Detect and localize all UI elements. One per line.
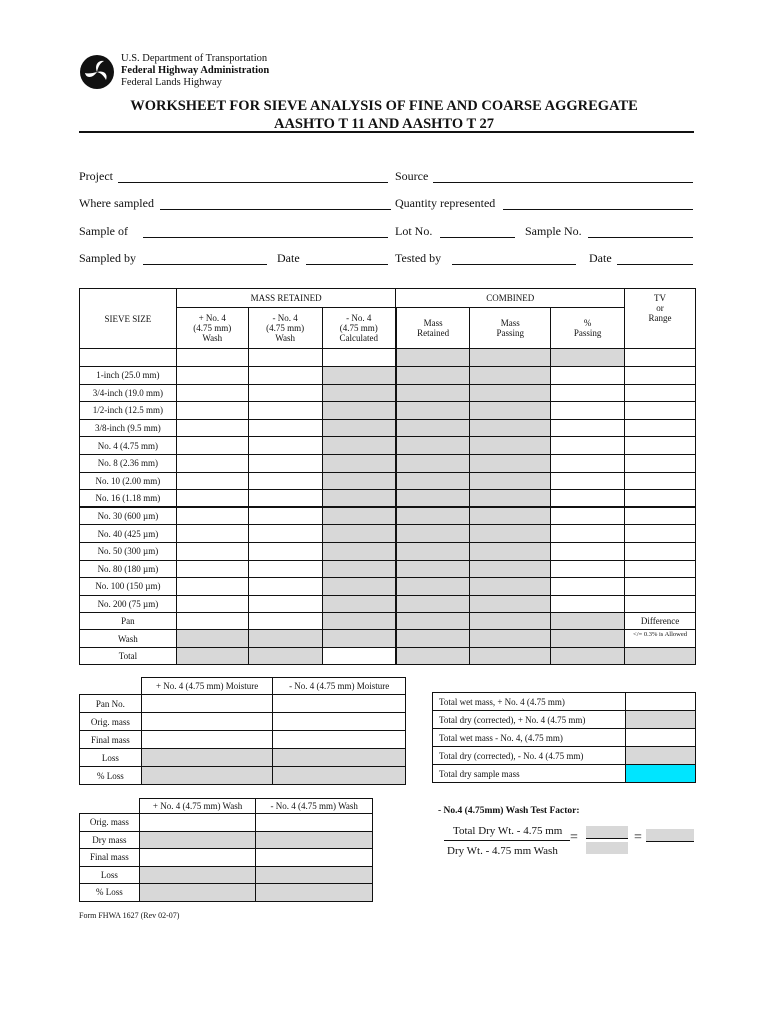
cell[interactable]: [139, 884, 256, 902]
project-label: Project: [79, 169, 113, 183]
table-row: [80, 490, 696, 508]
table-row: [80, 595, 696, 613]
cell[interactable]: [551, 419, 625, 437]
table-row: [80, 367, 696, 385]
cell[interactable]: [470, 595, 551, 613]
lot-no-label: Lot No.: [395, 224, 433, 238]
cell[interactable]: [470, 349, 551, 367]
sieve-size-label: No. 8 (2.36 mm): [80, 454, 177, 472]
cell[interactable]: [141, 749, 273, 767]
hdr-line: Calculated: [339, 333, 378, 343]
sample-no-field[interactable]: [588, 237, 693, 238]
cell[interactable]: [470, 507, 551, 525]
moisture-row: [80, 695, 406, 713]
cell[interactable]: [470, 472, 551, 490]
table-row: [80, 525, 696, 543]
wash-row: [80, 884, 373, 902]
cell[interactable]: [470, 419, 551, 437]
cell[interactable]: [322, 419, 396, 437]
cell[interactable]: [551, 595, 625, 613]
cell[interactable]: [141, 731, 273, 749]
cell[interactable]: [273, 767, 406, 785]
cell[interactable]: [625, 472, 696, 490]
source-label: Source: [395, 169, 429, 183]
totals-row: [433, 747, 696, 765]
cell[interactable]: [625, 419, 696, 437]
wash-plus4-header: + No. 4 (4.75 mm) Wash: [139, 799, 256, 814]
hdr-line: - No. 4: [346, 313, 372, 323]
cell[interactable]: [141, 713, 273, 731]
cell[interactable]: [470, 542, 551, 560]
pan-label: Pan: [80, 613, 177, 630]
cell[interactable]: [396, 419, 470, 437]
table-row: [80, 578, 696, 596]
cell[interactable]: [396, 490, 470, 508]
cell[interactable]: [625, 490, 696, 508]
cell[interactable]: [396, 507, 470, 525]
sieve-size-label: No. 40 (425 µm): [80, 525, 177, 543]
cell[interactable]: [248, 384, 322, 402]
hdr-line: %: [583, 318, 592, 328]
sieve-size-label: No. 30 (600 µm): [80, 507, 177, 525]
cell[interactable]: [141, 695, 273, 713]
wash-table: [79, 798, 373, 902]
tv-range-header: [625, 289, 696, 349]
factor-result[interactable]: [646, 829, 694, 842]
cell[interactable]: [551, 472, 625, 490]
cell[interactable]: [625, 560, 696, 578]
moisture-table-wrap: [79, 677, 406, 785]
cell[interactable]: [625, 437, 696, 455]
cell[interactable]: [176, 367, 248, 385]
date-label: Date: [277, 251, 300, 265]
tested-by-label: Tested by: [395, 251, 442, 265]
wash-row: [80, 814, 373, 832]
factor-title: - No.4 (4.75mm) Wash Test Factor:: [438, 806, 580, 816]
cell[interactable]: [396, 578, 470, 596]
hdr-line: Mass: [500, 318, 520, 328]
cell[interactable]: [396, 472, 470, 490]
moisture-row: [80, 767, 406, 785]
totals-row-label: Total wet mass, + No. 4 (4.75 mm): [433, 693, 626, 711]
cell[interactable]: [396, 402, 470, 420]
moisture-table: [79, 677, 406, 785]
moisture-row: [80, 749, 406, 767]
cell[interactable]: [551, 437, 625, 455]
hdr-line: + No. 4: [198, 313, 226, 323]
cell[interactable]: [248, 402, 322, 420]
cell[interactable]: [273, 731, 406, 749]
moisture-row: [80, 713, 406, 731]
cell[interactable]: [396, 349, 470, 367]
sieve-size-label: No. 16 (1.18 mm): [80, 490, 177, 508]
cell[interactable]: [626, 711, 696, 729]
cell[interactable]: [176, 419, 248, 437]
sieve-size-label: No. 80 (180 µm): [80, 560, 177, 578]
table-row: [80, 384, 696, 402]
cell[interactable]: [551, 349, 625, 367]
sample-of-label: Sample of: [79, 224, 128, 238]
totals-row-label: Total dry sample mass: [433, 765, 626, 783]
wash-row-label: % Loss: [80, 884, 140, 902]
difference-label: Difference: [625, 613, 696, 630]
agency-fhwa: Federal Highway Administration: [121, 65, 270, 76]
cell[interactable]: [248, 648, 322, 665]
cell[interactable]: [139, 849, 256, 867]
totals-table-wrap: [432, 692, 696, 783]
total-label: Total: [80, 648, 177, 665]
agency-flh: Federal Lands Highway: [121, 77, 222, 88]
sieve-size-label: No. 100 (150 µm): [80, 578, 177, 596]
quantity-represented-label: Quantity represented: [395, 196, 496, 210]
lot-no-field[interactable]: [440, 237, 515, 238]
cell[interactable]: [248, 578, 322, 596]
cell[interactable]: [625, 507, 696, 525]
cell[interactable]: [273, 713, 406, 731]
cell[interactable]: [322, 542, 396, 560]
cell[interactable]: [396, 454, 470, 472]
cell[interactable]: [470, 613, 551, 630]
combined-header: COMBINED: [396, 289, 625, 308]
cell[interactable]: [551, 507, 625, 525]
cell[interactable]: [176, 490, 248, 508]
minus4-wash-header: [248, 308, 322, 349]
hdr-line: - No. 4: [272, 313, 298, 323]
cell[interactable]: [396, 560, 470, 578]
table-row: [80, 437, 696, 455]
sieve-size-header: SIEVE SIZE: [80, 289, 177, 349]
cell[interactable]: [176, 349, 248, 367]
factor-fraction-bar: [444, 840, 570, 841]
sample-of-field[interactable]: [143, 237, 388, 238]
cell[interactable]: [322, 454, 396, 472]
factor-numerator: Total Dry Wt. - 4.75 mm: [453, 825, 563, 837]
cell[interactable]: [551, 578, 625, 596]
cell[interactable]: [551, 454, 625, 472]
cell[interactable]: [322, 367, 396, 385]
cell[interactable]: [470, 648, 551, 665]
minus4-calc-header: [322, 308, 396, 349]
totals-row-label: Total wet mass - No. 4, (4.75 mm): [433, 729, 626, 747]
quantity-represented-field[interactable]: [503, 209, 693, 210]
factor-input-numerator[interactable]: [586, 826, 628, 839]
allowed-note: </= 0.3% is Allowed: [625, 630, 696, 648]
cell[interactable]: [248, 613, 322, 630]
tv-or-label: or: [656, 303, 664, 313]
hdr-line: (4.75 mm): [193, 323, 232, 333]
cell[interactable]: [626, 747, 696, 765]
cell[interactable]: [322, 630, 396, 648]
tv-range-label: Range: [648, 313, 672, 323]
cell[interactable]: [551, 613, 625, 630]
table-row: [80, 560, 696, 578]
cell[interactable]: [322, 578, 396, 596]
table-row: [80, 542, 696, 560]
moisture-row-label: Final mass: [80, 731, 142, 749]
cell[interactable]: [256, 884, 373, 902]
sieve-size-label: No. 10 (2.00 mm): [80, 472, 177, 490]
cell[interactable]: [470, 454, 551, 472]
totals-row: [433, 693, 696, 711]
total-row: [80, 648, 696, 665]
cell[interactable]: [470, 384, 551, 402]
cell[interactable]: [396, 648, 470, 665]
cell[interactable]: [470, 490, 551, 508]
cell[interactable]: [551, 490, 625, 508]
hdr-line: Wash: [275, 333, 295, 343]
cell[interactable]: [176, 613, 248, 630]
hdr-line: Retained: [417, 328, 450, 338]
cell[interactable]: [248, 507, 322, 525]
hdr-line: (4.75 mm): [339, 323, 378, 333]
cell[interactable]: [176, 630, 248, 648]
cell[interactable]: [176, 560, 248, 578]
cell[interactable]: [322, 349, 396, 367]
cell[interactable]: [470, 578, 551, 596]
cell[interactable]: [322, 490, 396, 508]
moisture-row-label: Pan No.: [80, 695, 142, 713]
plus4-wash-header: [176, 308, 248, 349]
cell[interactable]: [256, 814, 373, 832]
cell[interactable]: [176, 525, 248, 543]
cell[interactable]: [396, 367, 470, 385]
cell[interactable]: [396, 542, 470, 560]
cell[interactable]: [176, 578, 248, 596]
date-field[interactable]: [306, 264, 388, 265]
tested-by-field[interactable]: [452, 264, 576, 265]
cell[interactable]: [551, 648, 625, 665]
cell[interactable]: [248, 525, 322, 543]
cell[interactable]: [322, 402, 396, 420]
cell[interactable]: [248, 595, 322, 613]
sieve-table-wrap: [79, 288, 696, 665]
sieve-size-label: 1/2-inch (12.5 mm): [80, 402, 177, 420]
project-field[interactable]: [118, 182, 388, 183]
cell[interactable]: [248, 437, 322, 455]
cell[interactable]: [176, 472, 248, 490]
cell[interactable]: [470, 437, 551, 455]
cell[interactable]: [396, 595, 470, 613]
cell[interactable]: [551, 384, 625, 402]
hdr-line: (4.75 mm): [266, 323, 305, 333]
cell[interactable]: [322, 437, 396, 455]
cell[interactable]: [470, 525, 551, 543]
agency-block: [121, 53, 269, 89]
where-sampled-field[interactable]: [160, 209, 391, 210]
cell[interactable]: [256, 849, 373, 867]
wash-minus4-header: - No. 4 (4.75 mm) Wash: [256, 799, 373, 814]
cell[interactable]: [625, 454, 696, 472]
totals-table: [432, 692, 696, 783]
cell[interactable]: [625, 402, 696, 420]
sieve-size-label: No. 200 (75 µm): [80, 595, 177, 613]
where-sampled-label: Where sampled: [79, 196, 154, 210]
mass-retained-header: MASS RETAINED: [176, 289, 396, 308]
cell[interactable]: [625, 367, 696, 385]
moisture-minus4-header: - No. 4 (4.75 mm) Moisture: [273, 678, 406, 695]
cell[interactable]: [396, 384, 470, 402]
sieve-size-label: 3/4-inch (19.0 mm): [80, 384, 177, 402]
cell[interactable]: [248, 367, 322, 385]
wash-row: [80, 831, 373, 849]
cell[interactable]: [176, 454, 248, 472]
cell[interactable]: [139, 814, 256, 832]
total-dry-sample-mass-cell[interactable]: [626, 765, 696, 783]
table-row: [80, 454, 696, 472]
mass-retained-col-header: [396, 308, 470, 349]
cell[interactable]: [626, 729, 696, 747]
cell[interactable]: [256, 831, 373, 849]
wash-row: [80, 866, 373, 884]
hdr-line: Wash: [202, 333, 223, 343]
blank-corner: [80, 799, 140, 814]
table-row: [80, 402, 696, 420]
totals-row: [433, 765, 696, 783]
cell[interactable]: [176, 595, 248, 613]
cell[interactable]: [625, 578, 696, 596]
cell[interactable]: [273, 749, 406, 767]
wash-row-label: Orig. mass: [80, 814, 140, 832]
wash-row-label: Final mass: [80, 849, 140, 867]
moisture-row-label: % Loss: [80, 767, 142, 785]
cell[interactable]: [248, 454, 322, 472]
cell[interactable]: [322, 384, 396, 402]
cell[interactable]: [470, 630, 551, 648]
dot-logo-icon: [80, 55, 114, 89]
cell[interactable]: [551, 542, 625, 560]
equals-sign-2: =: [634, 830, 642, 845]
sieve-size-label: 1-inch (25.0 mm): [80, 367, 177, 385]
cell[interactable]: [470, 560, 551, 578]
cell[interactable]: [322, 507, 396, 525]
wash-row-label: Dry mass: [80, 831, 140, 849]
cell[interactable]: [551, 525, 625, 543]
hdr-line: Passing: [573, 328, 602, 338]
table-row: [80, 472, 696, 490]
cell[interactable]: [322, 595, 396, 613]
cell[interactable]: [322, 472, 396, 490]
hdr-line: Passing: [496, 328, 525, 338]
cell[interactable]: [141, 767, 273, 785]
cell[interactable]: [396, 613, 470, 630]
cell[interactable]: [625, 595, 696, 613]
cell[interactable]: [625, 525, 696, 543]
cell[interactable]: [470, 402, 551, 420]
cell[interactable]: [626, 693, 696, 711]
sampled-by-field[interactable]: [143, 264, 267, 265]
moisture-plus4-header: + No. 4 (4.75 mm) Moisture: [141, 678, 273, 695]
sieve-size-label: 3/8-inch (9.5 mm): [80, 419, 177, 437]
date2-label: Date: [589, 251, 612, 265]
totals-row: [433, 711, 696, 729]
sieve-size-label: No. 4 (4.75 mm): [80, 437, 177, 455]
cell[interactable]: [248, 349, 322, 367]
cell[interactable]: [470, 367, 551, 385]
sieve-table: [79, 288, 696, 665]
form-id: Form FHWA 1627 (Rev 02-07): [79, 911, 180, 920]
title-rule: [79, 131, 694, 133]
table-row: [80, 419, 696, 437]
cell[interactable]: [80, 349, 177, 367]
pan-row: [80, 613, 696, 630]
wash-table-wrap: [79, 798, 373, 902]
cell[interactable]: [248, 419, 322, 437]
cell[interactable]: [139, 866, 256, 884]
pct-passing-header: [551, 308, 625, 349]
wash-label: Wash: [80, 630, 177, 648]
cell[interactable]: [396, 437, 470, 455]
cell[interactable]: [176, 648, 248, 665]
cell[interactable]: [625, 648, 696, 665]
tv-label: TV: [654, 293, 667, 303]
cell[interactable]: [551, 560, 625, 578]
cell[interactable]: [139, 831, 256, 849]
cell[interactable]: [176, 384, 248, 402]
wash-row-label: Loss: [80, 866, 140, 884]
cell[interactable]: [176, 542, 248, 560]
cell[interactable]: [248, 490, 322, 508]
cell[interactable]: [625, 384, 696, 402]
sampled-by-label: Sampled by: [79, 251, 136, 265]
cell[interactable]: [322, 560, 396, 578]
cell[interactable]: [551, 630, 625, 648]
equals-sign: =: [570, 830, 578, 845]
wash-row: [80, 849, 373, 867]
cell[interactable]: [273, 695, 406, 713]
cell[interactable]: [248, 472, 322, 490]
cell[interactable]: [322, 613, 396, 630]
mass-passing-header: [470, 308, 551, 349]
agency-dept: U.S. Department of Transportation: [121, 53, 268, 64]
cell[interactable]: [176, 437, 248, 455]
moisture-row-label: Loss: [80, 749, 142, 767]
hdr-line: Mass: [423, 318, 443, 328]
cell[interactable]: [322, 648, 396, 665]
sample-no-label: Sample No.: [525, 224, 582, 238]
cell[interactable]: [176, 402, 248, 420]
page-subtitle: AASHTO T 11 AND AASHTO T 27: [273, 116, 494, 132]
totals-row: [433, 729, 696, 747]
cell[interactable]: [248, 560, 322, 578]
factor-input-denominator[interactable]: [586, 842, 628, 854]
cell[interactable]: [551, 367, 625, 385]
cell[interactable]: [176, 507, 248, 525]
cell[interactable]: [396, 525, 470, 543]
sieve-size-label: No. 50 (300 µm): [80, 542, 177, 560]
totals-row-label: Total dry (corrected), - No. 4 (4.75 mm): [433, 747, 626, 765]
page-title: WORKSHEET FOR SIEVE ANALYSIS OF FINE AND COARSE AGGREGATE: [130, 98, 638, 114]
blank-corner: [80, 678, 142, 695]
totals-row-label: Total dry (corrected), + No. 4 (4.75 mm): [433, 711, 626, 729]
factor-denominator: Dry Wt. - 4.75 mm Wash: [447, 845, 558, 857]
cell[interactable]: [396, 630, 470, 648]
cell[interactable]: [322, 525, 396, 543]
wash-row: [80, 630, 696, 648]
table-row: [80, 349, 696, 367]
moisture-row: [80, 731, 406, 749]
moisture-row-label: Orig. mass: [80, 713, 142, 731]
table-row: [80, 507, 696, 525]
cell[interactable]: [625, 349, 696, 367]
date2-field[interactable]: [617, 264, 693, 265]
cell[interactable]: [248, 542, 322, 560]
cell[interactable]: [256, 866, 373, 884]
cell[interactable]: [625, 542, 696, 560]
source-field[interactable]: [433, 182, 693, 183]
cell[interactable]: [551, 402, 625, 420]
cell[interactable]: [248, 630, 322, 648]
